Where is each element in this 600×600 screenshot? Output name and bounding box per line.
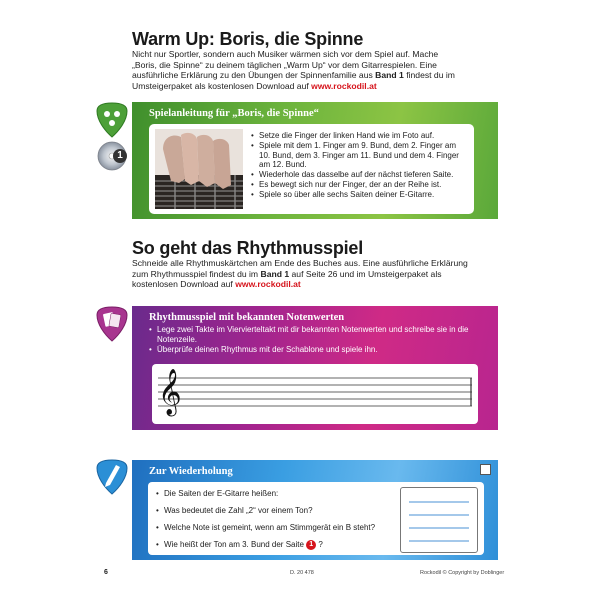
wiederholung-panel bbox=[132, 460, 498, 560]
rhythmus-line-3: kostenlosen Download auf www.rockodil.at bbox=[132, 279, 301, 290]
question-item: • Wie heißt der Ton am 3. Bund der Saite 1 ? bbox=[156, 536, 406, 553]
spielanleitung-content-box bbox=[149, 124, 474, 214]
notenwerte-title: Rhythmusspiel mit bekannten Notenwerten bbox=[149, 312, 345, 323]
notenwerte-panel bbox=[132, 306, 498, 430]
done-checkbox[interactable] bbox=[480, 464, 491, 475]
page-number: 6 bbox=[104, 569, 108, 576]
warmup-line-2: „Boris, die Spinne“ zu deinem täglichen „Warm Up“ vor dem Gitarrespielen. Eine bbox=[132, 59, 437, 70]
answer-box[interactable] bbox=[400, 487, 478, 553]
warmup-paragraph bbox=[132, 49, 502, 91]
treble-clef-icon: 𝄞 bbox=[158, 369, 182, 415]
question-item: • Was bedeutet die Zahl „2“ vor einem Ton? bbox=[156, 502, 406, 519]
edition-code: D. 20 478 bbox=[290, 570, 314, 576]
rhythmus-line-1: Schneide alle Rhythmuskärtchen am Ende des Buches aus. Eine ausführliche Erklärung bbox=[132, 258, 468, 268]
rockodil-link[interactable]: www.rockodil.at bbox=[235, 279, 301, 290]
list-item: • Überprüfe deinen Rhythmus mit der Schablone und spiele ihn. bbox=[149, 345, 479, 355]
warmup-line-3: ausführliche Erklärung zu den Übungen der Spinnenfamilie aus Band 1 findest du im bbox=[132, 70, 455, 81]
spielanleitung-bullets bbox=[251, 131, 467, 200]
warmup-line-4: Umsteigerpaket als kostenlosen Download auf www.rockodil.at bbox=[132, 80, 377, 91]
list-item: • Es bewegt sich nur der Finger, der an der Reihe ist. bbox=[251, 180, 467, 190]
hand-fretboard-photo bbox=[155, 129, 243, 209]
wiederholung-content-box bbox=[148, 482, 484, 555]
guitar-pick-pencil-icon bbox=[96, 459, 128, 495]
rhythmus-title: So geht das Rhythmusspiel bbox=[132, 238, 364, 258]
spielanleitung-title: Spielanleitung für „Boris, die Spinne“ bbox=[149, 108, 319, 119]
spielanleitung-panel bbox=[132, 102, 498, 219]
music-staff bbox=[152, 364, 478, 424]
answer-lines bbox=[401, 488, 477, 552]
warmup-line-1: Nicht nur Sportler, sondern auch Musiker wärmen sich vor dem Spiel auf. Mache bbox=[132, 49, 439, 59]
list-item: • Spiele mit dem 1. Finger am 9. Bund, dem 2. Finger am 10. Bund, dem 3. Finger am 11. Bund und dem 4. Finger am 12. Bund. bbox=[251, 141, 467, 170]
cd-track-number: 1 bbox=[113, 149, 127, 163]
rhythmus-paragraph bbox=[132, 258, 504, 290]
list-item: • Setze die Finger der linken Hand wie im Foto auf. bbox=[251, 131, 467, 141]
guitar-pick-fingers-icon bbox=[96, 102, 128, 138]
guitar-pick-cards-icon bbox=[96, 306, 128, 342]
list-item: • Lege zwei Takte im Viervierteltakt mit dir bekannten Notenwerten und schreibe sie in die Notenzeile. bbox=[149, 325, 479, 345]
rockodil-link[interactable]: www.rockodil.at bbox=[311, 80, 377, 91]
notenwerte-bullets bbox=[149, 325, 479, 354]
rhythmus-line-2: zum Rhythmusspiel findest du im Band 1 auf Seite 26 und im Umsteigerpaket als bbox=[132, 268, 442, 279]
copyright-notice: Rockodil © Copyright by Doblinger bbox=[420, 570, 505, 576]
string-number-badge: 1 bbox=[306, 540, 316, 550]
list-item: • Spiele so über alle sechs Saiten deiner E-Gitarre. bbox=[251, 190, 467, 200]
staff-box[interactable] bbox=[152, 364, 478, 424]
question-item: • Die Saiten der E-Gitarre heißen: bbox=[156, 485, 406, 502]
question-item: • Welche Note ist gemeint, wenn am Stimmgerät ein B steht? bbox=[156, 519, 406, 536]
wiederholung-questions bbox=[156, 485, 406, 553]
warmup-title: Warm Up: Boris, die Spinne bbox=[132, 29, 364, 49]
wiederholung-title: Zur Wiederholung bbox=[149, 466, 233, 477]
list-item: • Wiederhole das dasselbe auf der nächst tieferen Saite. bbox=[251, 170, 467, 180]
